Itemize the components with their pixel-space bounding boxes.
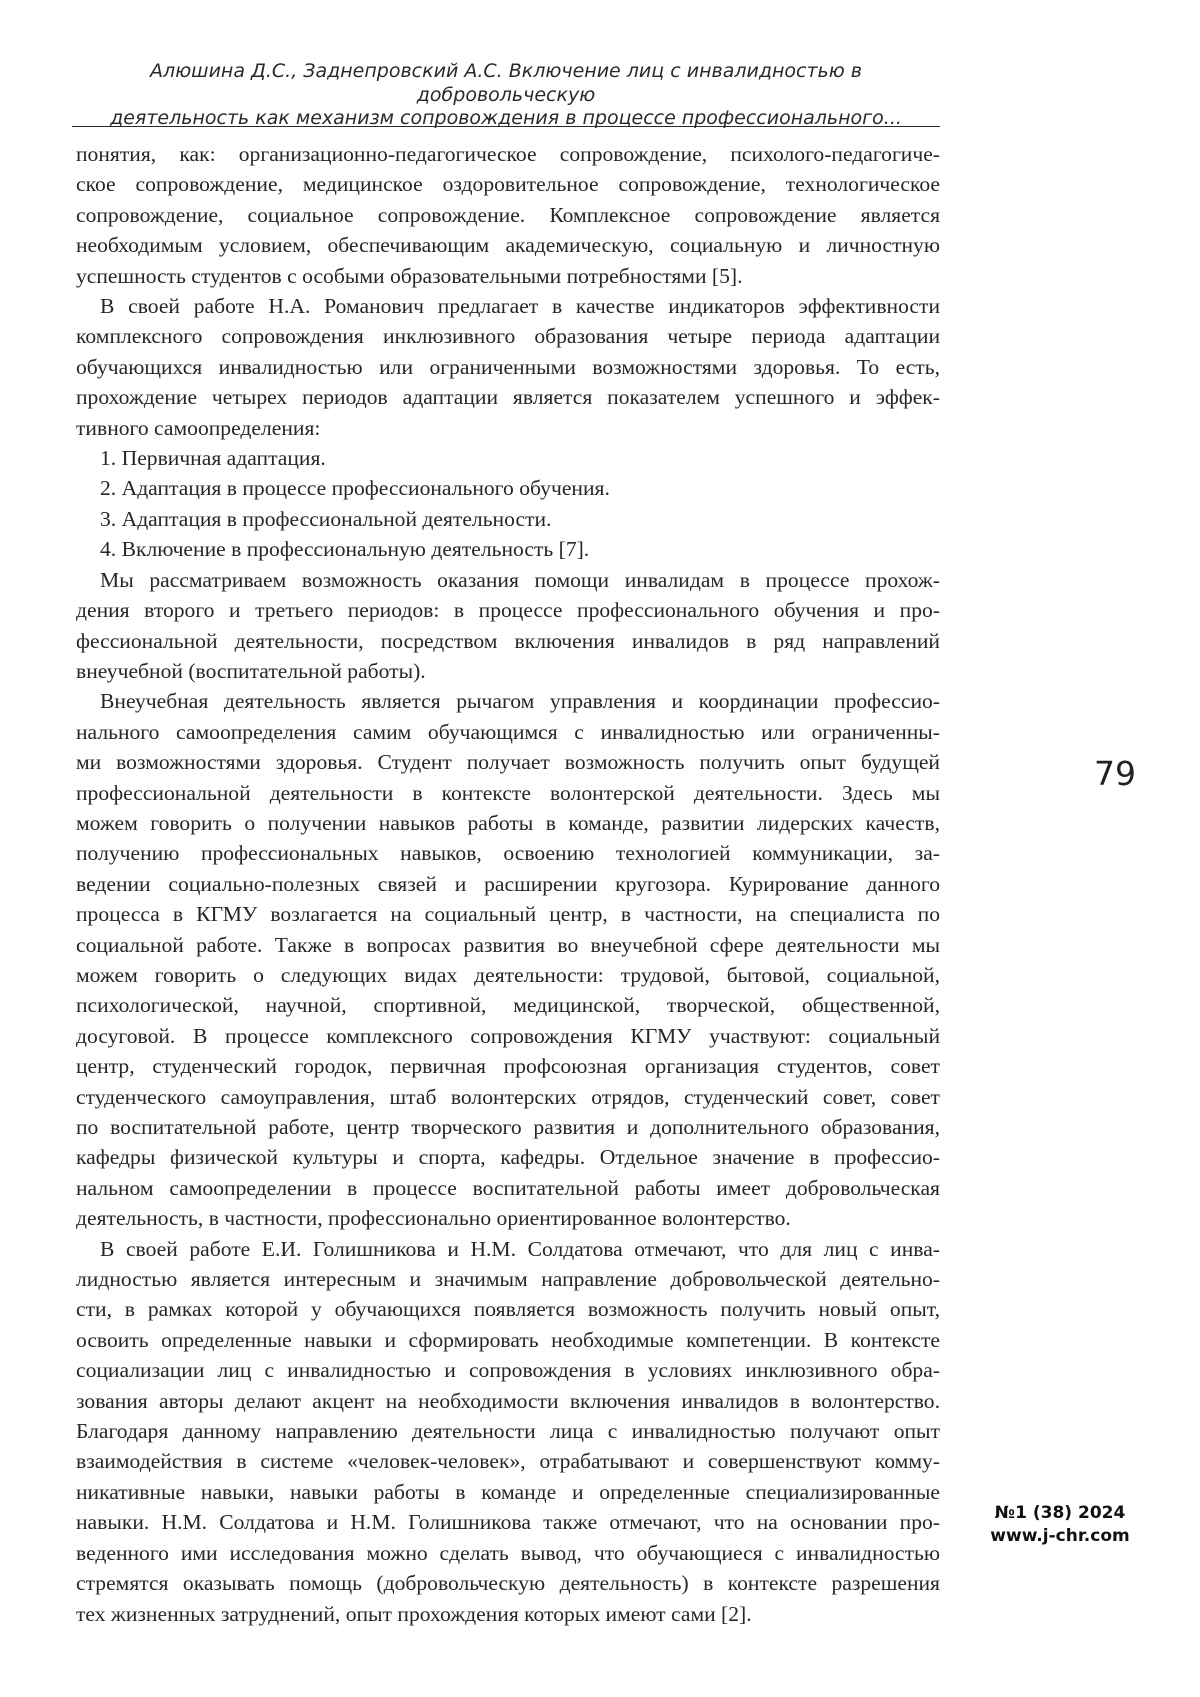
body-line: кафедры физической культуры и спорта, кафедры. Отдельное значение в профессио- xyxy=(76,1145,940,1170)
body-line: можем говорить о следующих видах деятельности: трудовой, бытовой, социальной, xyxy=(76,962,940,987)
body-line: освоить определенные навыки и сформировать необходимые компетенции. В контексте xyxy=(76,1327,940,1352)
body-line: обучающихся инвалидностью или ограниченными возможностями здоровья. То есть, xyxy=(76,354,940,379)
body-line: досуговой. В процессе комплексного сопровождения КГМУ участвуют: социальный xyxy=(76,1023,940,1048)
body-line: фессиональной деятельности, посредством включения инвалидов в ряд направлений xyxy=(76,628,940,653)
body-line: успешность студентов с особыми образовательными потребностями [5]. xyxy=(76,263,743,288)
body-line: тех жизненных затруднений, опыт прохождения которых имеют сами [2]. xyxy=(76,1601,752,1626)
body-line: Мы рассматриваем возможность оказания помощи инвалидам в процессе прохож- xyxy=(100,567,940,592)
body-line: дения второго и третьего периодов: в процессе профессионального обучения и про- xyxy=(76,598,940,623)
body-line: стремятся оказывать помощь (добровольческую деятельность) в контексте разрешения xyxy=(76,1571,940,1596)
body-line: получению профессиональных навыков, освоению технологией коммуникации, за- xyxy=(76,841,940,866)
body-line: навыки. Н.М. Солдатова и Н.М. Голишникова также отмечают, что на основании про- xyxy=(76,1510,940,1535)
body-line: взаимодействия в системе «человек-человек», отрабатывают и совершенствуют комму- xyxy=(76,1449,940,1474)
body-line: по воспитательной работе, центр творческого развития и дополнительного образования, xyxy=(76,1115,940,1139)
body-line: нального самоопределения самим обучающимся с инвалидностью или ограниченны- xyxy=(76,719,940,744)
list-item: 1. Первичная адаптация. xyxy=(100,446,326,471)
running-header xyxy=(72,60,940,131)
body-line: ми возможностями здоровья. Студент получает возможность получить опыт будущей xyxy=(76,750,940,775)
header-divider xyxy=(72,126,940,127)
running-header-line-1: Алюшина Д.С., Заднепровский А.С. Включение лиц с инвалидностью в добровольческую xyxy=(150,60,862,106)
body-line: нальном самоопределении в процессе воспитательной работы имеет добровольческая xyxy=(76,1175,940,1200)
body-line: ведении социально-полезных связей и расширении кругозора. Курирование данного xyxy=(76,871,940,896)
body-line: сопровождение, социальное сопровождение. Комплексное сопровождение является xyxy=(76,202,940,227)
body-line: понятия, как: организационно-педагогическое сопровождение, психолого-педагогиче- xyxy=(76,142,940,166)
body-line: никативные навыки, навыки работы в команде и определенные специализированные xyxy=(76,1479,940,1504)
body-line: В своей работе Н.А. Романович предлагает в качестве индикаторов эффективности xyxy=(100,294,940,319)
body-line: социализации лиц с инвалидностью и сопровождения в условиях инклюзивного обра- xyxy=(76,1358,940,1383)
body-line: психологической, научной, спортивной, медицинской, творческой, общественной, xyxy=(76,993,940,1018)
article-body xyxy=(76,139,940,1629)
body-line: профессиональной деятельности в контексте волонтерской деятельности. Здесь мы xyxy=(76,780,940,805)
body-line: лидностью является интересным и значимым направление добровольческой деятельно- xyxy=(76,1267,940,1292)
body-line: веденного ими исследования можно сделать вывод, что обучающиеся с инвалидностью xyxy=(76,1540,940,1565)
body-line: можем говорить о получении навыков работы в команде, развитии лидерских качеств, xyxy=(76,810,940,835)
body-line: В своей работе Е.И. Голишникова и Н.М. Солдатова отмечают, что для лиц с инва- xyxy=(100,1236,940,1261)
issue-number: №1 (38) 2024 xyxy=(994,1503,1126,1523)
journal-website: www.j-chr.com xyxy=(990,1526,1130,1546)
body-line: Благодаря данному направлению деятельности лица с инвалидностью получают опыт xyxy=(76,1419,940,1444)
body-line: необходимым условием, обеспечивающим академическую, социальную и личностную xyxy=(76,233,940,258)
body-line: ское сопровождение, медицинское оздоровительное сопровождение, технологическое xyxy=(76,172,940,197)
list-item: 4. Включение в профессиональную деятельность [7]. xyxy=(100,537,590,562)
body-line: процесса в КГМУ возлагается на социальный центр, в частности, на специалиста по xyxy=(76,902,940,927)
body-line: сти, в рамках которой у обучающихся появляется возможность получить новый опыт, xyxy=(76,1297,940,1322)
body-line: Внеучебная деятельность является рычагом управления и координации профессио- xyxy=(100,689,940,714)
journal-issue-info xyxy=(960,1502,1160,1548)
list-item: 3. Адаптация в профессиональной деятельности. xyxy=(100,506,552,531)
body-line: центр, студенческий городок, первичная профсоюзная организация студентов, совет xyxy=(76,1054,940,1079)
body-line: зования авторы делают акцент на необходимости включения инвалидов в волонтерство. xyxy=(76,1388,940,1413)
body-line: прохождение четырех периодов адаптации является показателем успешного и эффек- xyxy=(76,385,940,410)
running-header-line-2: деятельность как механизм сопровождения в процессе профессионального... xyxy=(110,107,902,129)
page-number: 79 xyxy=(1094,754,1136,793)
body-line: деятельность, в частности, профессионально ориентированное волонтерство. xyxy=(76,1206,791,1231)
list-item: 2. Адаптация в процессе профессионального обучения. xyxy=(100,476,610,501)
body-line: тивного самоопределения: xyxy=(76,415,321,440)
body-line: социальной работе. Также в вопросах развития во внеучебной сфере деятельности мы xyxy=(76,932,940,957)
body-line: внеучебной (воспитательной работы). xyxy=(76,658,426,683)
body-line: комплексного сопровождения инклюзивного образования четыре периода адаптации xyxy=(76,324,940,349)
body-line: студенческого самоуправления, штаб волонтерских отрядов, студенческий совет, совет xyxy=(76,1084,940,1109)
